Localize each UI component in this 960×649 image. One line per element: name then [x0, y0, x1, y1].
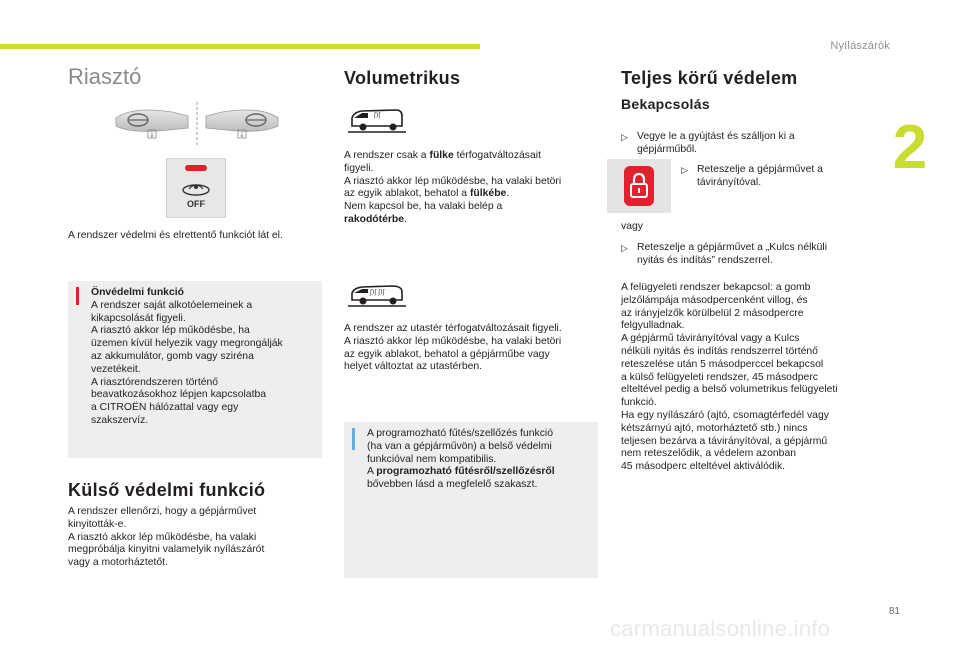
heating-info-box: A programozható fűtés/szellőzés funkció (ha van a gépjárművön) a belső védelmi funkcióval nem kompatibilis. A programozható fűtésről/szellőzésről bővebben lásd a megfelelő szakaszt. [344, 422, 598, 578]
volumetric-cabin-text: A rendszer az utastér térfogatváltozásait figyeli. A riasztó akkor lép működésbe, ha valaki betöri az egyik ablakot, behatol a gépjárműbe vagy helyet változtat az utastérben. [344, 323, 562, 373]
alarm-off-button[interactable] [166, 158, 226, 218]
triangle-bullet-icon: ▷ [681, 165, 688, 175]
svg-text:ʃ)ʃ ʃ)ʃ: ʃ)ʃ ʃ)ʃ [370, 289, 385, 296]
external-protection-text: A rendszer ellenőrzi, hogy a gépjárművet kinyitották-e. A riasztó akkor lép működésbe, ha valaki megpróbálja kinyitni valamelyik nyílászárót vagy a motorháztetőt. [68, 506, 265, 569]
volumetric-cab-text: A rendszer csak a fülke térfogatváltozásait figyeli. A riasztó akkor lép működésbe, ha valaki betöri az egyik ablakot, behatol a fülkébe. Nem kapcsol be, ha valaki belép a rakodótérbe. [344, 150, 562, 225]
off-label: OFF [187, 199, 205, 209]
svg-text:↓: ↓ [239, 131, 245, 139]
left-sensor-housing [116, 110, 188, 131]
alarm-title: Riasztó [68, 64, 142, 89]
bullet-ignition: ▷ Vegye le a gyújtást és szálljon ki a gépjárműből. [621, 131, 795, 155]
lock-button-face [624, 166, 654, 206]
lock-button[interactable] [607, 159, 671, 213]
bullet-keyless: ▷ Reteszelje a gépjárművet a „Kulcs nélküli nyitás és indítás” rendszerrel. [621, 242, 828, 266]
activation-description: A felügyeleti rendszer bekapcsol: a gomb jelzőlámpája másodpercenként villog, és az irányjelzők körülbelül 2 másodpercre felgyulladnak. A gépjármű távirányítóval vagy a Kulcs nélküli nyitás és indítás rendszerrel történő reteszelése után 5 másodperccel bekapcsol a külső felügyeleti rendszer, 45 másodperc elteltével pedig a belső volumetrikus felügyeleti funkció. Ha egy nyílászáró (ajtó, csomagtérfedél vagy kétszárnyú ajtó, motorháztető stb.) nincs teljesen bezárva a távirányítóval, a gépjármű nem reteszelődik, a védelem azonban 45 másodperc elteltével aktiválódik. [621, 282, 838, 473]
accent-bar [0, 44, 480, 49]
car-icon [348, 280, 406, 308]
self-protection-warning-box: Önvédelmi funkció A rendszer saját alkotóelemeinek a kikapcsolását figyeli. A riasztó akkor lép működésbe, ha üzemen kívül helyezik vagy megrongálják az akkumulátor, gomb vagy sziréna vezetékeit. A riasztórendszeren történő beavatkozásokhoz lépjen kapcsolatba a CITROËN hálózattal vagy egy szakszervíz. [68, 281, 322, 458]
section-title: Nyílászárók [830, 40, 890, 52]
van-icon [348, 106, 406, 134]
watermark: carmanualsonline.info [610, 616, 831, 641]
volumetric-title: Volumetrikus [344, 68, 461, 88]
bullet-remote-lock: ▷ Reteszelje a gépjárművet a távirányítóval. [681, 164, 823, 188]
indicator-led [185, 165, 207, 171]
roof-sensor-illustration [112, 100, 282, 148]
triangle-bullet-icon: ▷ [621, 132, 628, 142]
external-protection-title: Külső védelmi funkció [68, 480, 266, 500]
right-sensor-housing [206, 110, 278, 131]
svg-text:ʃ)ʃ: ʃ)ʃ [374, 112, 381, 119]
svg-text:↓: ↓ [149, 131, 155, 139]
full-protection-title: Teljes körű védelem [621, 68, 798, 88]
triangle-bullet-icon: ▷ [621, 243, 628, 253]
warning-marker-icon [76, 287, 79, 305]
chapter-number: 2 [892, 113, 928, 182]
or-word: vagy [621, 221, 643, 232]
alarm-caption: A rendszer védelmi és elrettentő funkciót lát el. [68, 230, 283, 241]
car-alarm-icon [180, 179, 212, 197]
page-number: 81 [888, 606, 900, 617]
info-marker-icon [352, 428, 355, 450]
warning-heading: Önvédelmi funkció [91, 287, 184, 298]
activation-subtitle: Bekapcsolás [621, 96, 710, 112]
padlock-icon [629, 172, 649, 200]
